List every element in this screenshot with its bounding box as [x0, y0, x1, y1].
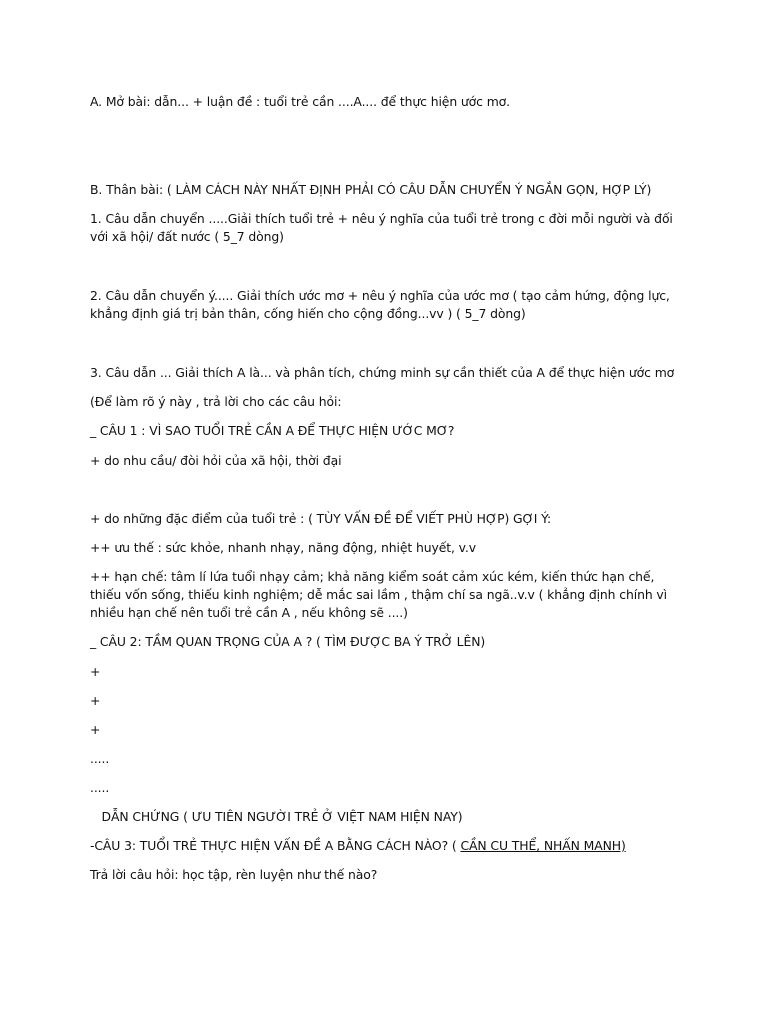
question-1: _ CÂU 1 : VÌ SAO TUỔI TRẺ CẦN A ĐỂ THỰC HIỆN ƯỚC MƠ?	[90, 423, 455, 438]
question-3-text: -CÂU 3: TUỔI TRẺ THỰC HIỆN VẤN ĐỀ A BẰNG CÁCH NÀO? (	[90, 838, 461, 853]
answer-line: Trả lời câu hỏi: học tập, rèn luyện như thế nào?	[90, 867, 378, 882]
point-1: 1. Câu dẫn chuyển .....Giải thích tuổi trẻ + nêu ý nghĩa của tuổi trẻ trong c đời mỗi người và đối với xã hội/ đất nước ( 5_7 dòng)	[90, 211, 673, 244]
question-3-emphasis: CẦN CU THỂ, NHẤN MANH)	[460, 838, 626, 853]
question-3	[90, 837, 680, 855]
body-heading: B. Thân bài: ( LÀM CÁCH NÀY NHẤT ĐỊNH PHẢI CÓ CÂU DẪN CHUYỂN Ý NGẮN GỌN, HỢP LÝ)	[90, 182, 652, 197]
weaknesses-line: ++ hạn chế: tâm lí lứa tuổi nhạy cảm; khả năng kiểm soát cảm xúc kém, kiến thức hạn chế, thiếu vốn sống, thiếu kinh nghiệm; dễ mắc sai lầm , thậm chí sa ngã..v.v ( khẳng định chính vì nhiều hạn chế nên tuổi trẻ cần A , nếu không sẽ ....)	[90, 569, 667, 620]
evidence-line: DẪN CHỨNG ( ƯU TIÊN NGƯỜI TRẺ Ở VIỆT NAM HIỆN NAY)	[90, 809, 463, 824]
question-1-answer-b: + do những đặc điểm của tuổi trẻ : ( TÙY VẤN ĐỀ ĐỂ VIẾT PHÙ HỢP) GỢI Ý:	[90, 511, 552, 526]
bullet-plus-3: +	[90, 722, 101, 737]
strengths-line: ++ ưu thế : sức khỏe, nhanh nhạy, năng động, nhiệt huyết, v.v	[90, 540, 477, 555]
ellipsis-line-2: .....	[90, 780, 110, 795]
point-3: 3. Câu dẫn ... Giải thích A là... và phân tích, chứng minh sự cần thiết của A để thực hiện ước mơ	[90, 365, 675, 380]
point-2: 2. Câu dẫn chuyển ý..... Giải thích ước mơ + nêu ý nghĩa của ước mơ ( tạo cảm hứng, động lực, khẳng định giá trị bản thân, cống hiến cho cộng đồng...vv ) ( 5_7 dòng)	[90, 288, 670, 321]
bullet-plus-2: +	[90, 693, 101, 708]
ellipsis-line-1: .....	[90, 751, 110, 766]
intro-line: A. Mở bài: dẫn... + luận đề : tuổi trẻ cần ....A.... để thực hiện ước mơ.	[90, 94, 510, 109]
bullet-plus-1: +	[90, 664, 101, 679]
point-3-note: (Để làm rõ ý này , trả lời cho các câu hỏi:	[90, 394, 342, 409]
question-2: _ CÂU 2: TẦM QUAN TRỌNG CỦA A ? ( TÌM ĐƯỢC BA Ý TRỞ LÊN)	[90, 634, 486, 649]
question-1-answer-a: + do nhu cầu/ đòi hỏi của xã hội, thời đại	[90, 453, 342, 468]
